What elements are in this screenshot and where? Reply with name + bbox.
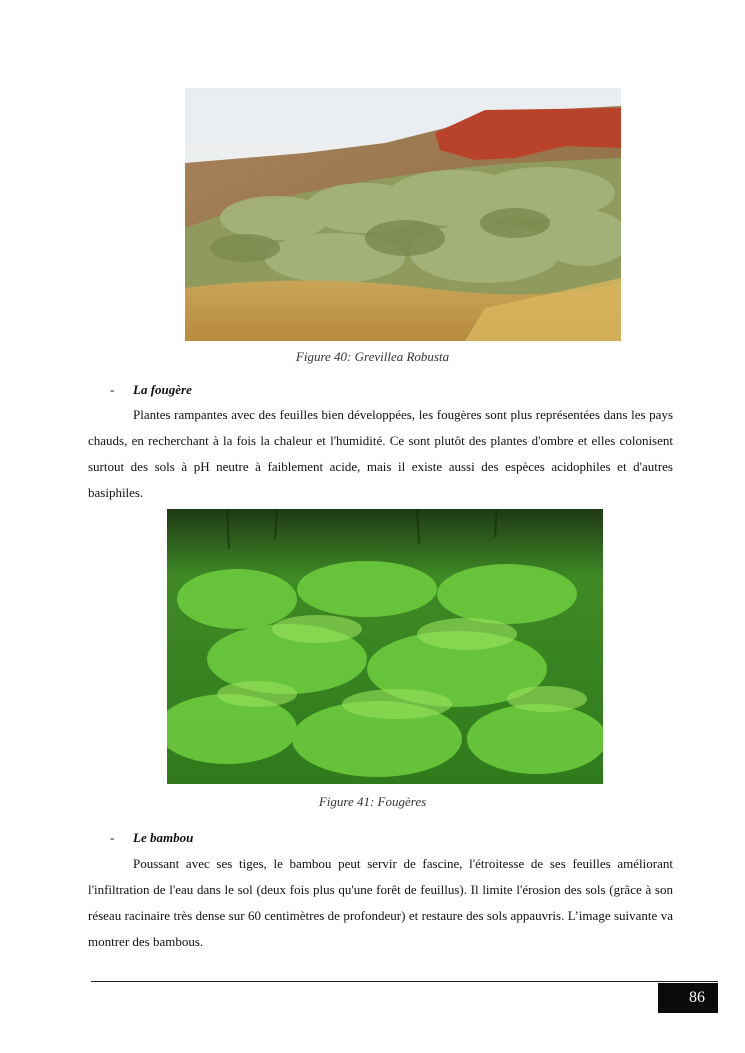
- grevillea-photo: [185, 88, 621, 341]
- bullet-dash: -: [110, 830, 115, 845]
- section-title: Le bambou: [133, 830, 194, 845]
- section-heading-fougere: [110, 382, 192, 398]
- section-heading-bambou: [110, 830, 193, 846]
- footer-rule: [91, 981, 718, 982]
- bullet-dash: -: [110, 382, 115, 397]
- fern-photo: [167, 509, 603, 784]
- paragraph-bambou: Poussant avec ses tiges, le bambou peut servir de fascine, l'étroitesse de ses feuilles améliorant l'infiltration de l'eau dans le sol (deux fois plus qu'une forêt de feuillus). Il limite l'érosion des sols (grâce à son réseau racinaire très dense sur 60 centimètres de profondeur) et restaure des sols appauvris. L’image suivante va montrer des bambous.: [88, 856, 673, 949]
- figure-41-caption: Figure 41: Fougères: [318, 794, 427, 809]
- figure-40-caption: Figure 40: Grevillea Robusta: [295, 349, 450, 364]
- section-title: La fougère: [133, 382, 192, 397]
- paragraph-fougere: Plantes rampantes avec des feuilles bien développées, les fougères sont plus représentées dans les pays chauds, en recherchant à la fois la chaleur et l'humidité. Ce sont plutôt des plantes d'ombre et elles colonisent surtout des sols à pH neutre à faiblement acide, mais il existe aussi des espèces acidophiles et d'autres basiphiles.: [88, 407, 673, 500]
- page-number: 86: [658, 983, 718, 1013]
